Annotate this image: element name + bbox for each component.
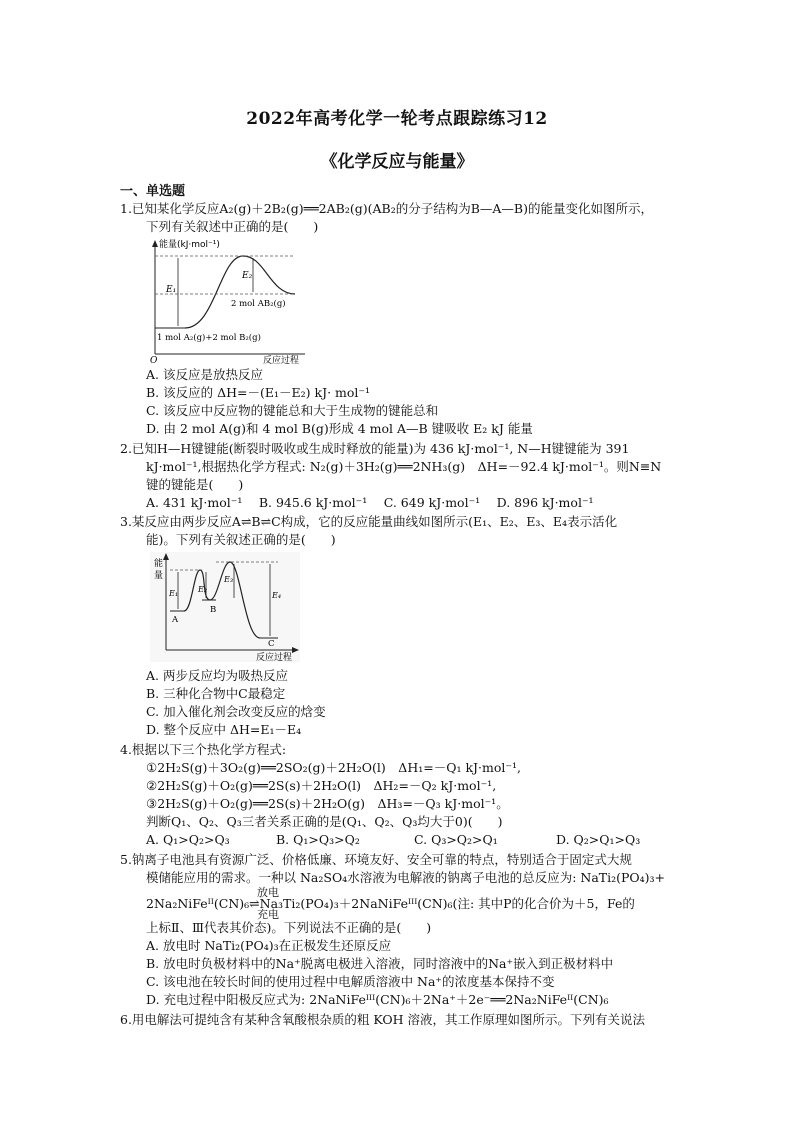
q1-stem-line1: 1.已知某化学反应A₂(g)＋2B₂(g)══2AB₂(g)(AB₂的分子结构为B—A—B)的能量变化如图所示， xyxy=(120,201,653,216)
q5-stem-line1: 5.钠离子电池具有资源广泛、价格低廉、环境友好、安全可靠的特点，特别适合于固定式大规 xyxy=(120,852,632,867)
q4-option-b[interactable]: B. Q₁>Q₃>Q₂ xyxy=(276,832,360,847)
q4-judge: 判断Q₁、Q₂、Q₃三者关系正确的是(Q₁、Q₂、Q₃均大于0)( ) xyxy=(146,814,503,829)
q5-stem-line2: 模储能应用的需求。一种以 Na₂SO₄水溶液为电解液的钠离子电池的总反应为: NaTi₂(PO₄)₃+ xyxy=(146,870,666,885)
q3-stem-line2: 能)。下列有关叙述正确的是( ) xyxy=(146,532,336,547)
document-title: 2022年高考化学一轮考点跟踪练习12 xyxy=(246,109,548,129)
q5-option-b[interactable]: B. 放电时负极材料中的Na⁺脱离电极进入溶液，同时溶液中的Na⁺嵌入到正极材料中 xyxy=(146,956,614,971)
q3-y-label-2: 量 xyxy=(154,571,164,581)
q1-e2-label: E₂ xyxy=(242,271,253,281)
q1-product-label: 2 mol AB₂(g) xyxy=(231,299,286,309)
q1-x-label: 反应过程 xyxy=(263,356,300,364)
q3-stem-line1: 3.某反应由两步反应A⇌B⇌C构成，它的反应能量曲线如图所示(E₁、E₂、E₃、E₄表示活化 xyxy=(120,514,618,529)
q4-option-d[interactable]: D. Q₂>Q₁>Q₃ xyxy=(556,832,641,847)
q3-e2-label: E₂ xyxy=(198,585,208,594)
q5-option-a[interactable]: A. 放电时 NaTi₂(PO₄)₃在正极发生还原反应 xyxy=(146,938,392,953)
q1-e1-label: E₁ xyxy=(166,285,177,295)
q3-x-label: 反应过程 xyxy=(256,653,293,662)
q4-option-a[interactable]: A. Q₁>Q₂>Q₃ xyxy=(146,832,230,847)
q6-stem-line1: 6.用电解法可提纯含有某种含氧酸根杂质的粗 KOH 溶液，其工作原理如图所示。下列有关说法 xyxy=(120,1012,646,1027)
q3-e4-label: E₄ xyxy=(272,591,282,600)
q3-energy-diagram xyxy=(150,552,300,662)
q1-y-label: 能量(kJ·mol⁻¹) xyxy=(159,240,220,250)
q1-option-b[interactable]: B. 该反应的 ΔH=－(E₁－E₂) kJ· mol⁻¹ xyxy=(146,385,371,400)
q5-option-d[interactable]: D. 充电过程中阳极反应式为: 2NaNiFeᴵᴵᴵ(CN)₆＋2Na⁺＋2e⁻══2Na₂NiFeᴵᴵ(CN)₆ xyxy=(146,992,609,1007)
section-heading: 一、单选题 xyxy=(120,184,186,199)
q3-option-a[interactable]: A. 两步反应均为吸热反应 xyxy=(146,668,288,683)
q5-option-c[interactable]: C. 该电池在较长时间的使用过程中电解质溶液中 Na⁺的浓度基本保持不变 xyxy=(146,974,555,989)
q1-option-d[interactable]: D. 由 2 mol A(g)和 4 mol B(g)形成 4 mol A—B 键吸收 E₂ kJ 能量 xyxy=(146,421,533,436)
q1-option-a[interactable]: A. 该反应是放热反应 xyxy=(146,367,263,382)
q5-stem-line4: 上标Ⅱ、Ⅲ代表其价态)。下列说法不正确的是( ) xyxy=(146,920,432,935)
q2-stem-line3: 键的键能是( ) xyxy=(146,477,244,492)
q4-equation-2: ②2H₂S(g)＋O₂(g)══2S(s)＋2H₂O(l) ΔH₂=－Q₂ kJ·mol⁻¹, xyxy=(146,778,497,793)
q3-c-label: C xyxy=(268,639,275,649)
q1-option-c[interactable]: C. 该反应中反应物的键能总和大于生成物的键能总和 xyxy=(146,403,439,418)
q4-option-c[interactable]: C. Q₃>Q₂>Q₁ xyxy=(414,832,498,847)
q1-energy-curve xyxy=(185,256,295,328)
q3-e3-label: E₃ xyxy=(224,575,234,584)
q3-option-d[interactable]: D. 整个反应中 ΔH=E₁－E₄ xyxy=(146,722,302,737)
q1-y-arrow xyxy=(152,240,158,247)
q4-equation-3: ③2H₂S(g)＋O₂(g)══2S(s)＋2H₂O(g) ΔH₃=－Q₃ kJ·mol⁻¹。 xyxy=(146,796,509,811)
q3-y-label-1: 能 xyxy=(154,559,164,569)
q1-reactant-label: 1 mol A₂(g)+2 mol B₂(g) xyxy=(157,333,261,343)
q2-stem-line2: kJ·mol⁻¹,根据热化学方程式: N₂(g)＋3H₂(g)══2NH₃(g) ΔH=－92.4 kJ·mol⁻¹。则N≡N xyxy=(146,459,662,474)
document-subtitle: 《化学反应与能量》 xyxy=(320,152,474,172)
q1-origin-label: O xyxy=(150,356,158,364)
q3-option-c[interactable]: C. 加入催化剂会改变反应的焓变 xyxy=(146,704,326,719)
q3-b-label: B xyxy=(210,605,217,615)
q2-options[interactable]: A. 431 kJ·mol⁻¹ B. 945.6 kJ·mol⁻¹ C. 649 kJ·mol⁻¹ D. 896 kJ·mol⁻¹ xyxy=(146,495,594,510)
q4-stem: 4.根据以下三个热化学方程式: xyxy=(120,742,287,757)
q3-e1-label: E₁ xyxy=(169,589,179,598)
q3-a-label: A xyxy=(172,615,179,625)
q5-stem-line3: 2Na₂NiFeᴵᴵ(CN)₆⇌Na₃Ti₂(PO₄)₃＋2NaNiFeᴵᴵᴵ(CN)₆(注: 其中P的化合价为＋5，Fe的 xyxy=(146,896,635,911)
q5-discharge-label: 放电 xyxy=(257,886,279,899)
q4-equation-1: ①2H₂S(g)＋3O₂(g)══2SO₂(g)＋2H₂O(l) ΔH₁=－Q₁ kJ·mol⁻¹, xyxy=(146,760,521,775)
q1-stem-line2: 下列有关叙述中正确的是( ) xyxy=(146,219,319,234)
q5-charge-label: 充电 xyxy=(257,908,279,921)
q3-option-b[interactable]: B. 三种化合物中C最稳定 xyxy=(146,686,286,701)
q2-stem-line1: 2.已知H—H键键能(断裂时吸收或生成时释放的能量)为 436 kJ·mol⁻¹, N—H键键能为 391 xyxy=(120,441,630,456)
q1-energy-diagram xyxy=(145,236,315,364)
